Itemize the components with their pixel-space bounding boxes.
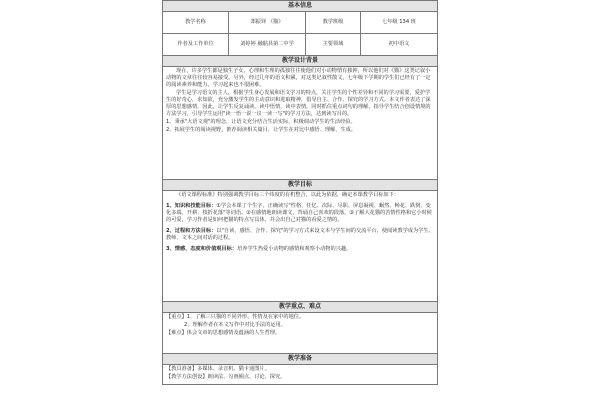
- keypoint-line-2: 2、理解作者在本文写作中对比手法的运用。: [184, 322, 286, 329]
- objectives-content: [163, 191, 438, 302]
- prep-line-1: 【教具准备】多媒体、录音机、猫卡通图片。: [166, 366, 270, 373]
- lesson-plan-table: [162, 0, 438, 385]
- background-content: [163, 67, 438, 180]
- prep-header: 教学准备: [163, 354, 438, 365]
- class-value: 七年级 134 班: [361, 12, 438, 34]
- process-objective-label: 2、过程和方法目标：: [166, 228, 217, 235]
- background-point-1: 1、秉承"大语文观"的理念，让语文充分结合生活实际，积极调动学生的生活经验。: [166, 119, 356, 126]
- domain-label: 主要领域: [306, 34, 361, 56]
- course-name-value: 郑振铎 《猫》: [229, 12, 306, 34]
- emotion-objective-text: 培养学生热爱小动物的感情和观察小动物的兴趣。: [237, 246, 352, 253]
- background-paragraph-2: 学生是学习语文的主人，根据学生身心发展和语文学习的特点，关注学生的个性差异和不同的学习需要，爱护学生的好奇心，求知欲，充分激发学生的主动意识和进取精神，倡导自主、合作、探究的学习方式。本文作者表达了深厚的思想感情，因此，让学生反复诵读，读中悟情，读中表情，同时抓住重点词句的理解，指导学生结合创设情境的方法学习，引导学生运用"读一悟一说一议一读一写"的学习方法，达到读写目的。: [166, 90, 431, 118]
- keypoints-content: [163, 313, 438, 354]
- basic-info-header: 基本信息: [163, 1, 438, 12]
- emotion-objective: [166, 246, 434, 253]
- process-objective: [166, 228, 434, 242]
- prep-line-2: 【教学方法创设】朗读法、勾画圈点、讨论、探究。: [166, 374, 286, 381]
- domain-value: 初中语文: [361, 34, 438, 56]
- author-label: 作者及工作单位: [163, 34, 229, 56]
- class-label: 教学班级: [306, 12, 361, 34]
- lesson-plan-document: [162, 0, 438, 400]
- course-name-label: 教学名称: [163, 12, 229, 34]
- objectives-intro: 《语文课程标准》特别强调教学目标三个纬度的有机整合，以此为依据，确定本课教学目标如下：: [176, 192, 400, 199]
- knowledge-objective: [166, 203, 434, 224]
- author-value: 刘婷婷 融骷县第二中学: [229, 34, 306, 56]
- emotion-objective-label: 3、情感、态度和价值观目标：: [166, 246, 238, 253]
- knowledge-objective-label: 1、知识和技能目标：: [166, 203, 217, 210]
- objectives-header: 教学目标: [163, 180, 438, 191]
- prep-content: [163, 365, 438, 384]
- background-header: 教学设计背景: [163, 56, 438, 67]
- knowledge-objective-text: ①学会本课了个生字，正确读写"性格、任忆、次际、尽职、屏息凝视、蜗然、畅花、跌倒、变化多端、开耕、枝折花落"等词语。②在感情地朗读课文，背诵自己喜欢的段落。③了解大花猫的苦情性格和它小时候的可爱，学习作者是如何把猫的特点写具体，并会出自己对猫的看爱之情的。: [166, 203, 432, 224]
- difficulty-line: 【难点】体会文章的思想感情及蕴涵的人生哲理。: [166, 330, 281, 337]
- process-objective-text: 以"自读、感悟、合作、探究"的学习方式来设文本与学生间的交流平台，使阅读教学成为学生、教师、文本之间对话的过程。: [166, 228, 434, 242]
- keypoints-header: 教学重点、难点: [163, 302, 438, 313]
- keypoint-line-1: 【重点】1、了解三只猫的不同外形、性情及在家中的地位。: [166, 314, 305, 321]
- background-paragraph-1: 现在，许多学生都是独生子女，心理和生理的孤独往往使他们对小动物情有独钟，所以他们对《猫》这类记叙小动物的文章往往较容易接受。另外，经过几年的语文积累，对这类记叙性散文，七年级下学期的学生们已经有了一定的阅读素养和能力，学习起来也不很困难。: [166, 68, 431, 89]
- background-point-2: 2、拓展学生的阅读视野，推荐阅读相关篇目，让学生在对比中感悟、理解、生成。: [166, 127, 357, 134]
